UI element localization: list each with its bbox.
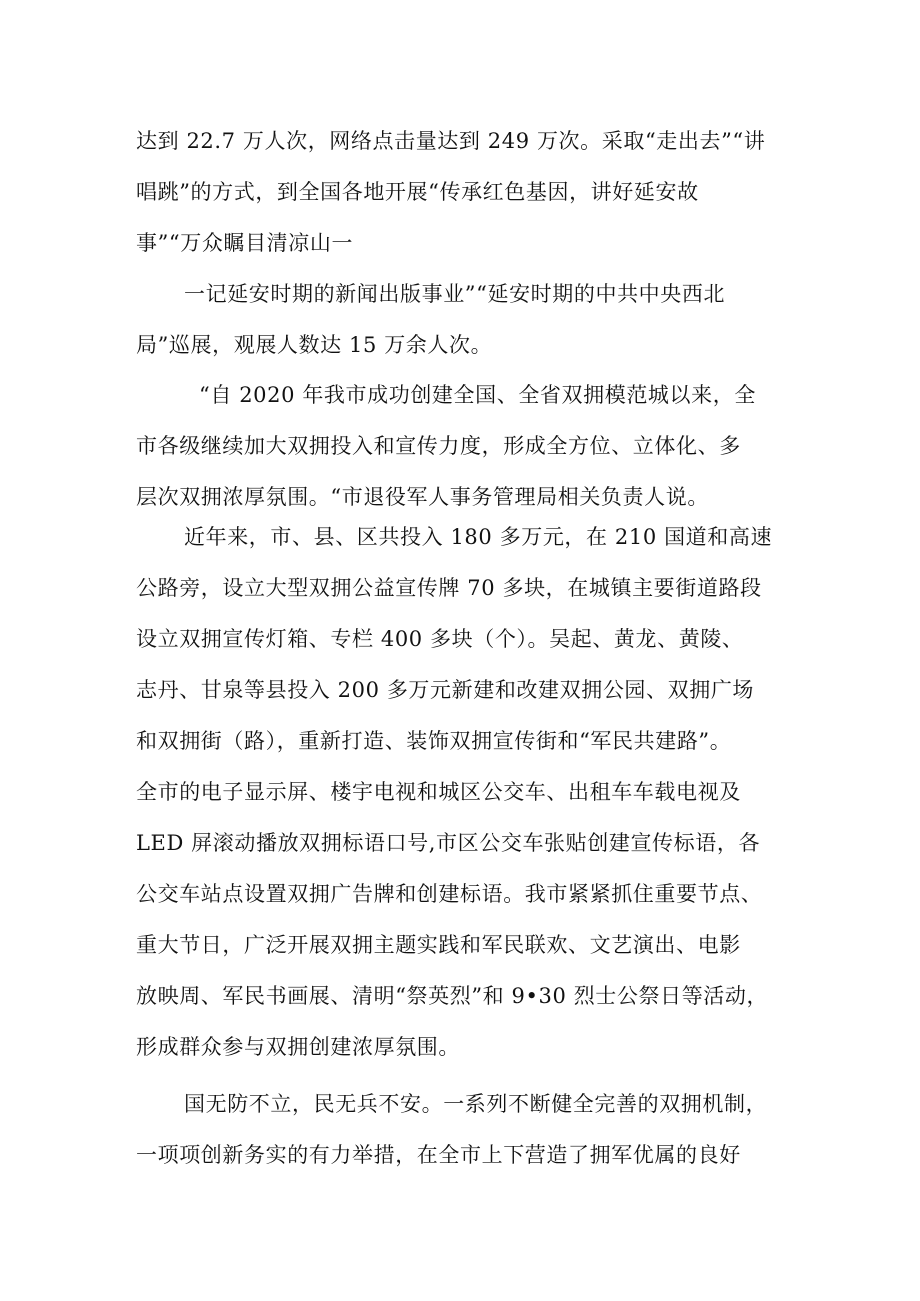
text-line: 达到 22.7 万人次，网络点击量达到 249 万次。采取“走出去”“讲 xyxy=(136,129,766,153)
text-line: 唱跳”的方式，到全国各地开展“传承红色基因，讲好延安故 xyxy=(136,180,699,204)
text-line: 设立双拥宣传灯箱、专栏 400 多块（个）。吴起、黄龙、黄陵、 xyxy=(136,627,744,651)
text-line: 近年来，市、县、区共投入 180 多万元，在 210 国道和高速 xyxy=(184,525,773,549)
text-line: 公路旁，设立大型双拥公益宣传牌 70 多块，在城镇主要街道路段 xyxy=(136,576,762,600)
text-line: 一记延安时期的新闻出版事业”“延安时期的中共中央西北 xyxy=(184,282,726,306)
text-line: 重大节日，广泛开展双拥主题实践和军民联欢、文艺演出、电影 xyxy=(136,933,741,957)
paragraph-3 xyxy=(136,370,796,523)
text-line: 事”“万众瞩目清凉山一 xyxy=(136,231,354,255)
text-line: 市各级继续加大双拥投入和宣传力度，形成全方位、立体化、多 xyxy=(136,434,741,458)
paragraph-4 xyxy=(136,512,796,1073)
text-line: 局”巡展，观展人数达 15 万余人次。 xyxy=(136,333,493,357)
paragraph-5 xyxy=(136,1079,796,1181)
text-line: 形成群众参与双拥创建浓厚氛围。 xyxy=(136,1035,460,1059)
text-line: 全市的电子显示屏、楼宇电视和城区公交车、出租车车载电视及 xyxy=(136,780,741,804)
text-line: 一项项创新务实的有力举措，在全市上下营造了拥军优属的良好 xyxy=(136,1143,741,1167)
text-line: 志丹、甘泉等县投入 200 多万元新建和改建双拥公园、双拥广场 xyxy=(136,678,755,702)
text-line: 公交车站点设置双拥广告牌和创建标语。我市紧紧抓住重要节点、 xyxy=(136,882,763,906)
text-line: 放映周、军民书画展、清明“祭英烈”和 9•30 烈士公祭日等活动， xyxy=(136,984,769,1008)
paragraph-1 xyxy=(136,116,796,269)
text-line: 层次双拥浓厚氛围。“市退役军人事务管理局相关负责人说。 xyxy=(136,485,709,509)
paragraph-2 xyxy=(136,269,796,371)
text-line: “自 2020 年我市成功创建全国、全省双拥模范城以来，全 xyxy=(199,383,756,407)
text-line: 和双拥街（路），重新打造、装饰双拥宣传街和“军民共建路”。 xyxy=(136,729,732,753)
text-line: LED 屏滚动播放双拥标语口号,市区公交车张贴创建宣传标语，各 xyxy=(136,831,761,855)
text-line: 国无防不立，民无兵不安。一系列不断健全完善的双拥机制， xyxy=(184,1092,768,1116)
